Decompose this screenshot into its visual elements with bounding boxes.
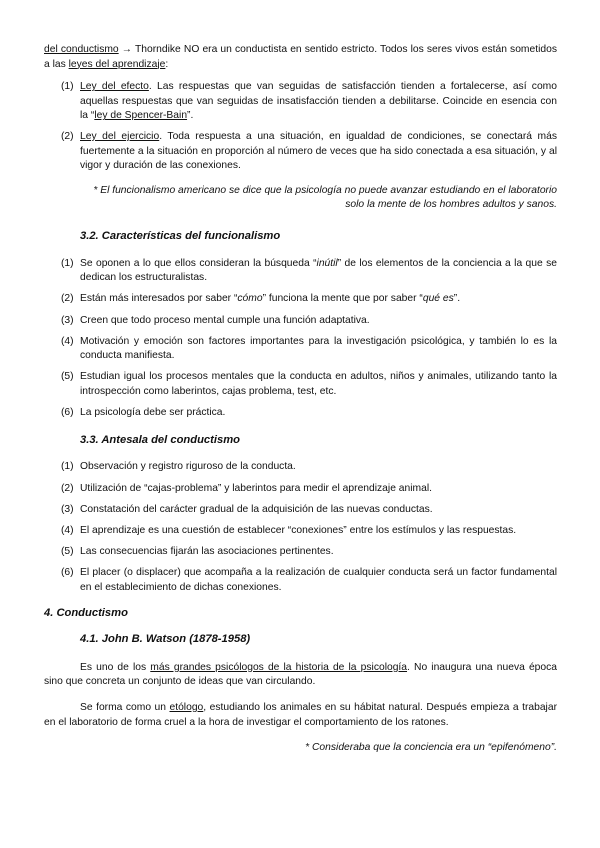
list-number: (1) [61, 257, 74, 269]
para-text: , estudiando los animales en su hábitat natural. Después empieza a trabajar en el laboratorio de forma cruel a la hora de investigar el comportamiento de los ratones. [44, 701, 557, 728]
item-text: ” de los elementos de la conciencia a la que se dedican los estructuralistas. [80, 257, 557, 284]
item-text: Están más interesados por saber “ [80, 293, 238, 305]
list-item [44, 482, 557, 497]
section-heading-3-2: 3.2. Características del funcionalismo [80, 229, 281, 242]
quote-epifenomeno: * Consideraba que la conciencia era un “epifenómeno”. [305, 742, 557, 754]
item-emphasis: inútil [316, 257, 338, 269]
list-number: (6) [61, 407, 74, 419]
law-title: Ley del efecto [80, 81, 149, 93]
quote-line: * El funcionalismo americano se dice que la psicología no puede avanzar estudiando en el laboratorio [93, 184, 557, 196]
law-item [44, 130, 557, 174]
watson-paragraph-1 [44, 661, 557, 690]
item-text: Las consecuencias fijarán las asociaciones pertinentes. [80, 546, 334, 558]
list-number: (5) [61, 546, 74, 558]
item-emphasis: qué es [422, 293, 454, 305]
antesala-list [44, 460, 557, 595]
section-heading-3-3: 3.3. Antesala del conductismo [80, 433, 240, 446]
list-item [44, 257, 557, 286]
intro-colon: : [165, 58, 169, 70]
list-item [44, 524, 557, 539]
item-text: Creen que todo proceso mental cumple una función adaptativa. [80, 314, 370, 326]
law-item [44, 80, 557, 124]
list-item [44, 370, 557, 399]
law-number: (1) [61, 81, 74, 93]
item-text: Estudian igual los procesos mentales que la conducta en adultos, niños y animales, utilizando tanto la introspección como laberintos, cajas problema, test, etc. [80, 371, 557, 398]
section-heading-4: 4. Conductismo [44, 606, 128, 619]
item-text: ” funciona la mente que por saber “ [262, 293, 423, 305]
list-number: (1) [61, 461, 74, 473]
list-item [44, 335, 557, 364]
para-link: etólogo [169, 701, 204, 713]
item-text: Motivación y emoción son factores importantes para la investigación psicológica, y también lo es la conducta manifiesta. [80, 335, 557, 362]
list-number: (2) [61, 482, 74, 494]
para-text: Es uno de los [80, 661, 151, 673]
laws-list [44, 80, 557, 174]
list-number: (5) [61, 371, 74, 383]
intro-text: → Thorndike NO era un conductista en sentido estricto. Todos los seres vivos están sometidos a las [44, 44, 557, 70]
item-text: El aprendizaje es una cuestión de establecer “conexiones” entre los estímulos y las respuestas. [80, 525, 517, 536]
para-text: . No inaugura una nueva época sino que concreta un conjunto de ideas que van circulando. [44, 661, 557, 688]
list-item [44, 503, 557, 518]
item-text: Se oponen a lo que ellos consideran la búsqueda “ [80, 257, 317, 269]
law-title: Ley del ejercicio [80, 130, 160, 142]
quote-funcionalismo [44, 184, 557, 213]
list-number: (4) [61, 525, 74, 536]
item-emphasis: cómo [237, 293, 263, 305]
funcionalismo-list [44, 257, 557, 421]
list-number: (6) [61, 567, 74, 579]
list-item [44, 460, 557, 475]
law-link: ley de Spencer-Bain [94, 110, 188, 122]
page-content [44, 43, 557, 756]
section-heading-4-1: 4.1. John B. Watson (1878-1958) [80, 633, 251, 646]
law-number: (2) [61, 130, 74, 142]
law-tail: ”. [187, 110, 194, 122]
list-number: (4) [61, 335, 74, 347]
quote-line: solo la mente de los hombres adultos y sanos. [345, 199, 557, 211]
list-item [44, 292, 557, 307]
law-text: . Toda respuesta a una situación, en igualdad de condiciones, se conectará más fuertemente a la situación en proporción al número de veces que ha sido conectada a esa situación, y al vigor y duración de las conexiones. [80, 130, 557, 172]
item-text: Observación y registro riguroso de la conducta. [80, 461, 296, 473]
item-text: Utilización de “cajas-problema” y laberintos para medir el aprendizaje animal. [80, 482, 432, 494]
list-number: (3) [61, 503, 74, 515]
watson-paragraph-2 [44, 701, 557, 730]
list-item [44, 406, 557, 421]
law-text: . Las respuestas que van seguidas de satisfacción tienden a fortalecerse, así como aquellas respuestas que van seguidas de insatisfacción tienden a debilitarse. Coincide en esencia con la “ [80, 81, 557, 122]
item-text: Constatación del carácter gradual de la adquisición de las nuevas conductas. [80, 503, 433, 515]
item-text: La psicología debe ser práctica. [80, 407, 226, 419]
list-item [44, 566, 557, 595]
list-item [44, 314, 557, 329]
para-link: más grandes psicólogos de la historia de la psicología [150, 661, 408, 673]
item-text: ”. [453, 293, 461, 305]
list-number: (3) [61, 314, 74, 326]
item-text: El placer (o displacer) que acompaña a la realización de cualquier conducta será un factor fundamental en el establecimiento de dichas conexiones. [80, 567, 557, 593]
para-text: Se forma como un [80, 701, 170, 713]
list-item [44, 545, 557, 560]
list-number: (2) [61, 293, 74, 305]
link-leyes-aprendizaje: leyes del aprendizaje [68, 58, 166, 70]
link-conductismo: del conductismo [44, 44, 119, 55]
intro-paragraph [44, 43, 557, 72]
